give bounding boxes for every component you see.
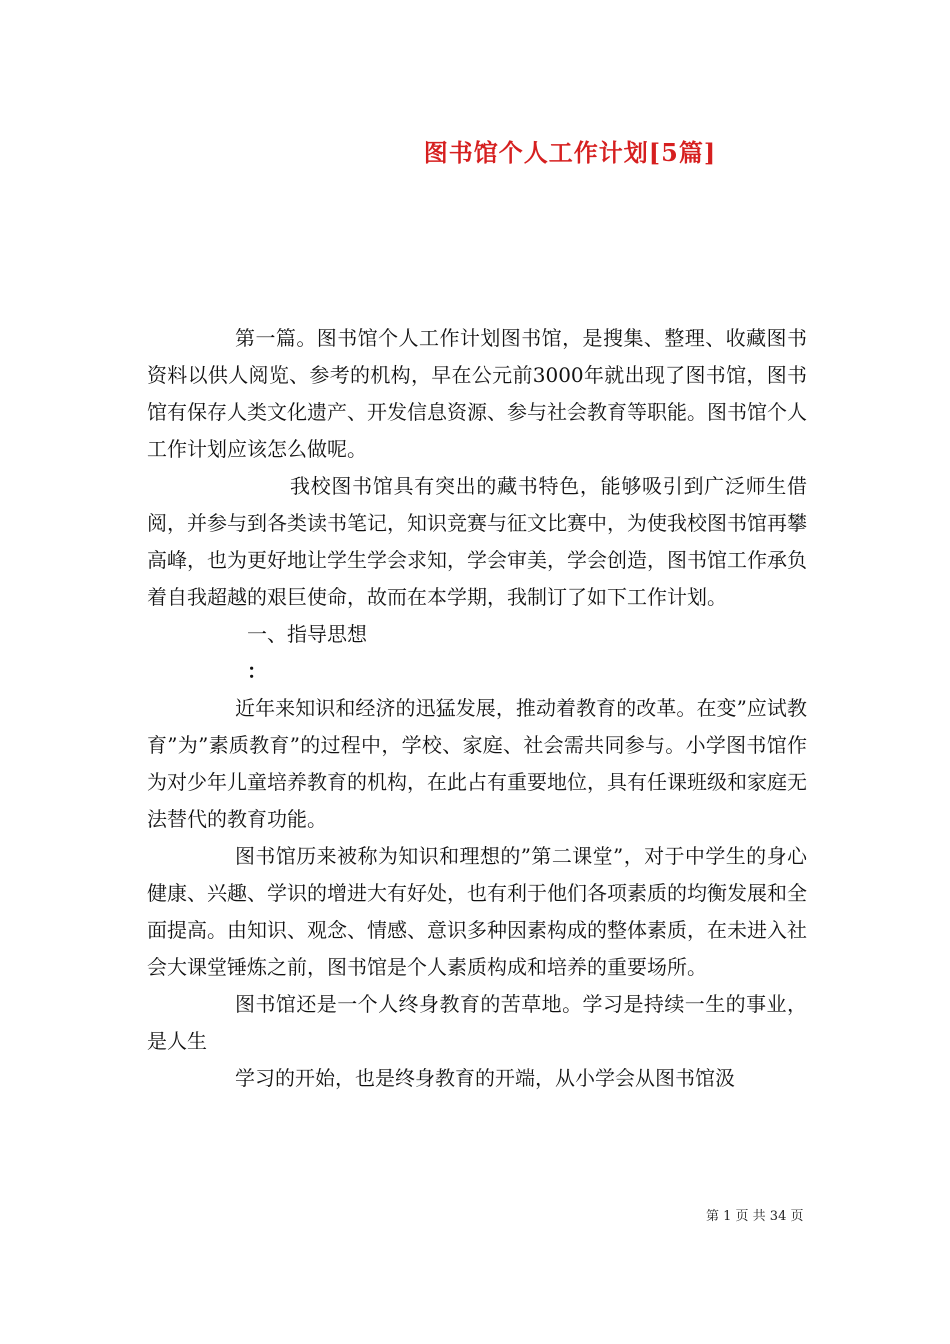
- document-title: 图书馆个人工作计划[5篇]: [423, 138, 717, 167]
- paragraph-school-library: 我校图书馆具有突出的藏书特色，能够吸引到广泛师生借阅，并参与到各类读书笔记，知识竞赛与征文比赛中，为使我校图书馆再攀高峰，也为更好地让学生学会求知，学会审美，学会创造，图书馆工作承负着自我超越的艰巨使命，故而在本学期，我制订了如下工作计划。: [147, 474, 807, 609]
- page-number: 第 1 页 共 34 页: [706, 1209, 804, 1224]
- paragraph-education-reform: 近年来知识和经济的迅猛发展，推动着教育的改革。在变”应试教育”为”素质教育”的过程中，学校、家庭、社会需共同参与。小学图书馆作为对少年儿童培养教育的机构，在此占有重要地位，具有任课班级和家庭无法替代的教育功能。: [147, 696, 807, 831]
- paragraph-learning-start: 学习的开始，也是终身教育的开端，从小学会从图书馆汲: [235, 1066, 735, 1090]
- document-body: [147, 320, 807, 1097]
- section-colon: ：: [247, 659, 267, 683]
- section-heading-guiding-thought: 一、指导思想: [247, 622, 367, 646]
- paragraph-intro: 第一篇。图书馆个人工作计划图书馆，是搜集、整理、收藏图书资料以供人阅览、参考的机构，早在公元前3000年就出现了图书馆，图书馆有保存人类文化遗产、开发信息资源、参与社会教育等职能。图书馆个人工作计划应该怎么做呢。: [147, 326, 807, 461]
- paragraph-lifelong-education: 图书馆还是一个人终身教育的苦草地。学习是持续一生的事业，是人生: [147, 992, 807, 1053]
- paragraph-second-classroom: 图书馆历来被称为知识和理想的”第二课堂”，对于中学生的身心健康、兴趣、学识的增进大有好处，也有利于他们各项素质的均衡发展和全面提高。由知识、观念、情感、意识多种因素构成的整体素质，在未进入社会大课堂锤炼之前，图书馆是个人素质构成和培养的重要场所。: [147, 844, 807, 979]
